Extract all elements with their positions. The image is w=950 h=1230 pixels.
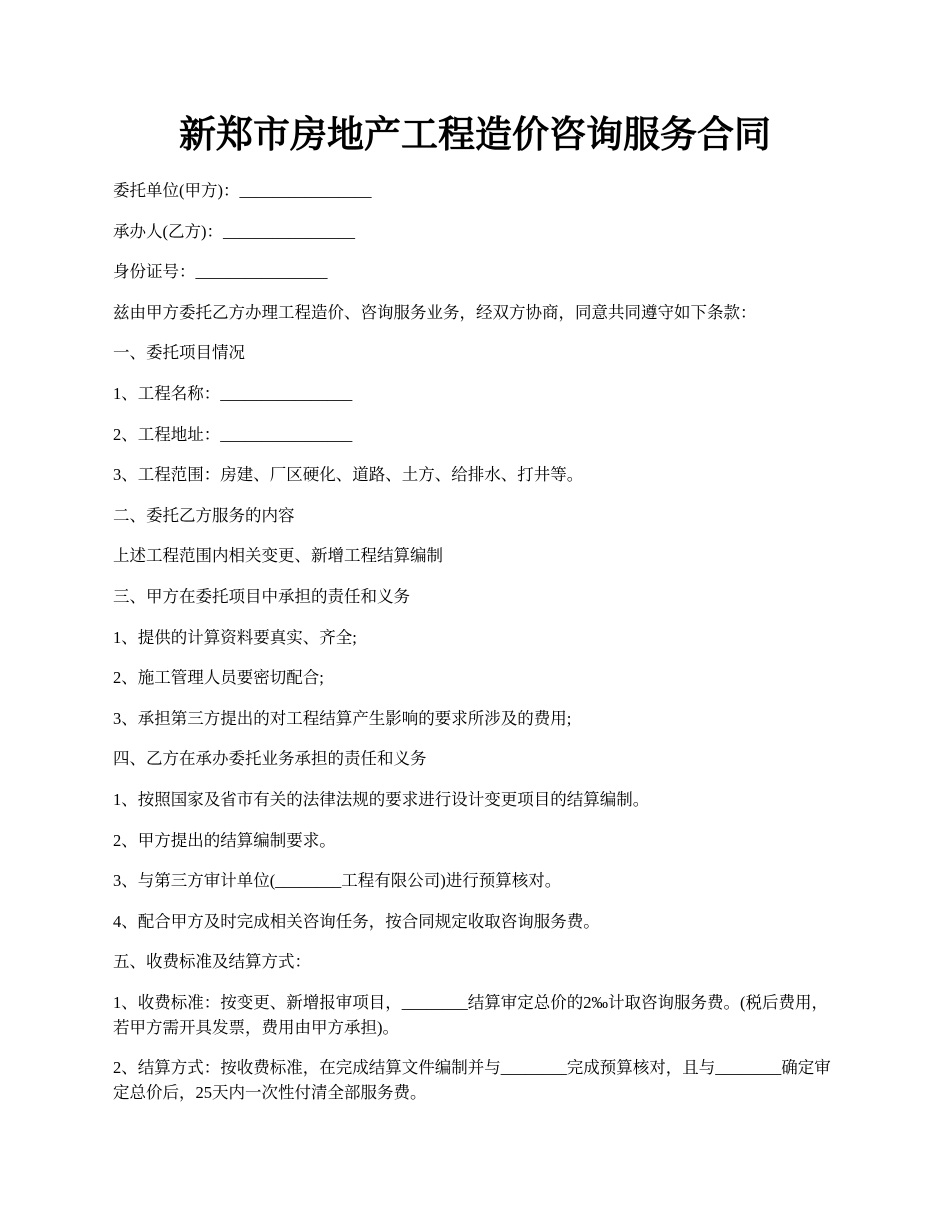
settlement-method-paragraph: 2、结算方式：按收费标准，在完成结算文件编制并与________完成预算核对，且与________确定审定总价后，25天内一次性付清全部服务费。 (113, 1058, 831, 1103)
client-duty-3: 3、承担第三方提出的对工程结算产生影响的要求所涉及的费用; (113, 708, 572, 728)
contractor-duty-2: 2、甲方提出的结算编制要求。 (113, 830, 336, 850)
contract-body (113, 178, 843, 1121)
service-content-line: 上述工程范围内相关变更、新增工程结算编制 (113, 546, 443, 566)
project-name-line: 1、工程名称：________________ (113, 383, 353, 403)
client-duty-1: 1、提供的计算资料要真实、齐全; (113, 627, 357, 647)
client-party-line: 委托单位(甲方)：________________ (113, 181, 372, 200)
section-heading-1: 一、委托项目情况 (113, 343, 245, 363)
contractor-duty-1: 1、按照国家及省市有关的法律法规的要求进行设计变更项目的结算编制。 (113, 789, 650, 809)
section-heading-4: 四、乙方在承办委托业务承担的责任和义务 (113, 749, 427, 769)
contractor-party-line: 承办人(乙方)：________________ (113, 221, 355, 241)
contractor-duty-3: 3、与第三方审计单位(________工程有限公司)进行预算核对。 (113, 871, 562, 891)
project-address-line: 2、工程地址：________________ (113, 424, 353, 444)
contractor-duty-4: 4、配合甲方及时完成相关咨询任务，按合同规定收取咨询服务费。 (113, 911, 600, 931)
section-heading-5: 五、收费标准及结算方式： (113, 952, 311, 972)
section-heading-2: 二、委托乙方服务的内容 (113, 505, 295, 525)
project-scope-line: 3、工程范围：房建、厂区硬化、道路、土方、给排水、打井等。 (113, 465, 584, 485)
page-title: 新郑市房地产工程造价咨询服务合同 (179, 115, 771, 156)
section-heading-3: 三、甲方在委托项目中承担的责任和义务 (113, 586, 410, 606)
fee-standard-paragraph: 1、收费标准：按变更、新增报审项目，________结算审定总价的2‰计取咨询服务费。(税后费用，若甲方需开具发票，费用由甲方承担)。 (113, 992, 828, 1037)
id-number-line: 身份证号：________________ (113, 262, 328, 282)
client-duty-2: 2、施工管理人员要密切配合; (113, 668, 324, 688)
preamble-paragraph: 兹由甲方委托乙方办理工程造价、咨询服务业务，经双方协商，同意共同遵守如下条款： (113, 302, 757, 322)
